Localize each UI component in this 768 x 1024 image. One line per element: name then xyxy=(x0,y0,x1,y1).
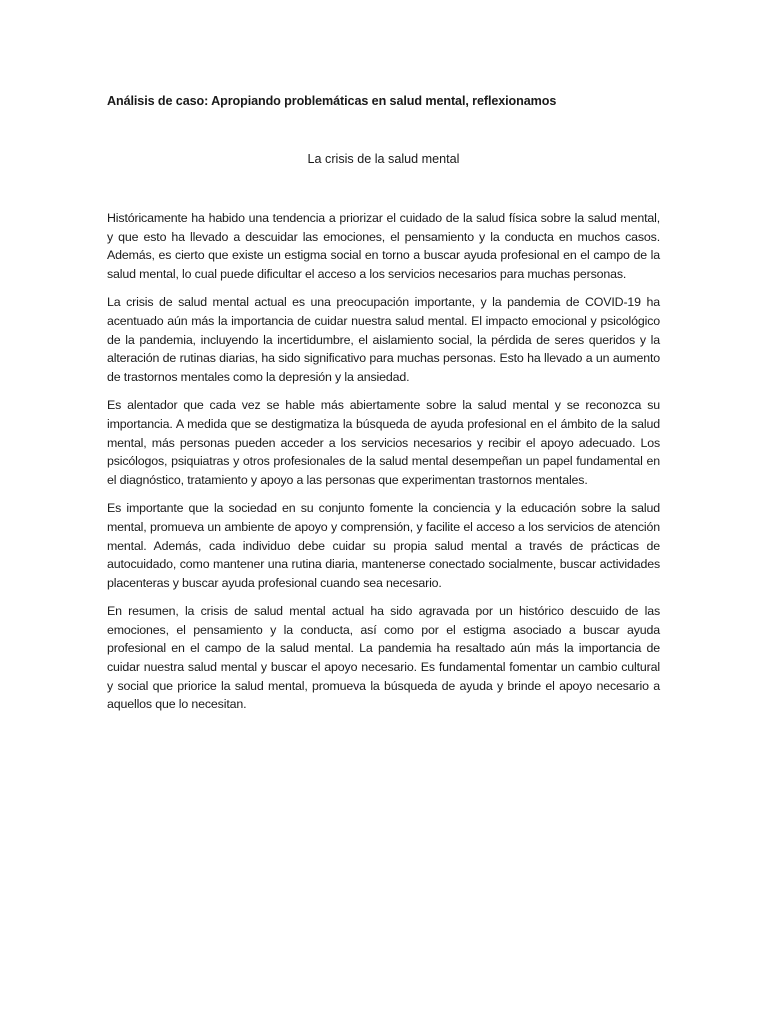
document-content xyxy=(107,92,660,724)
paragraph-3: Es alentador que cada vez se hable más abiertamente sobre la salud mental y se reconozca su importancia. A medida que se destigmatiza la búsqueda de ayuda profesional en el ámbito de la salud mental, más personas pueden acceder a los servicios necesarios y recibir el apoyo adecuado. Los psicólogos, psiquiatras y otros profesionales de la salud mental desempeñan un papel fundamental en el diagnóstico, tratamiento y apoyo a las personas que experimentan trastornos mentales. xyxy=(107,398,660,487)
document-subtitle: La crisis de la salud mental xyxy=(307,152,460,166)
paragraph-1: Históricamente ha habido una tendencia a priorizar el cuidado de la salud física sobre la salud mental, y que esto ha llevado a descuidar las emociones, el pensamiento y la conducta en muchos casos. Además, es cierto que existe un estigma social en torno a buscar ayuda profesional en el campo de la salud mental, lo cual puede dificultar el acceso a los servicios necesarios para muchas personas. xyxy=(107,211,660,281)
paragraph-5: En resumen, la crisis de salud mental actual ha sido agravada por un histórico descuido de las emociones, el pensamiento y la conducta, así como por el estigma asociado a buscar ayuda profesional en el campo de la salud mental. La pandemia ha resaltado aún más la importancia de cuidar nuestra salud mental y buscar el apoyo necesario. Es fundamental fomentar un cambio cultural y social que priorice la salud mental, promueva la búsqueda de ayuda y brinde el apoyo necesario a aquellos que lo necesitan. xyxy=(107,604,660,712)
document-body xyxy=(107,209,660,714)
paragraph-2: La crisis de salud mental actual es una preocupación importante, y la pandemia de COVID-19 ha acentuado aún más la importancia de cuidar nuestra salud mental. El impacto emocional y psicológico de la pandemia, incluyendo la incertidumbre, el aislamiento social, la pérdida de seres queridos y la alteración de rutinas diarias, ha sido significativo para muchas personas. Esto ha llevado a un aumento de trastornos mentales como la depresión y la ansiedad. xyxy=(107,295,660,384)
document-title: Análisis de caso: Apropiando problemáticas en salud mental, reflexionamos xyxy=(107,94,557,108)
paragraph-4: Es importante que la sociedad en su conjunto fomente la conciencia y la educación sobre la salud mental, promueva un ambiente de apoyo y comprensión, y facilite el acceso a los servicios de atención mental. Además, cada individuo debe cuidar su propia salud mental a través de prácticas de autocuidado, como mantener una rutina diaria, mantenerse conectado socialmente, buscar actividades placenteras y buscar ayuda profesional cuando sea necesario. xyxy=(107,501,660,590)
